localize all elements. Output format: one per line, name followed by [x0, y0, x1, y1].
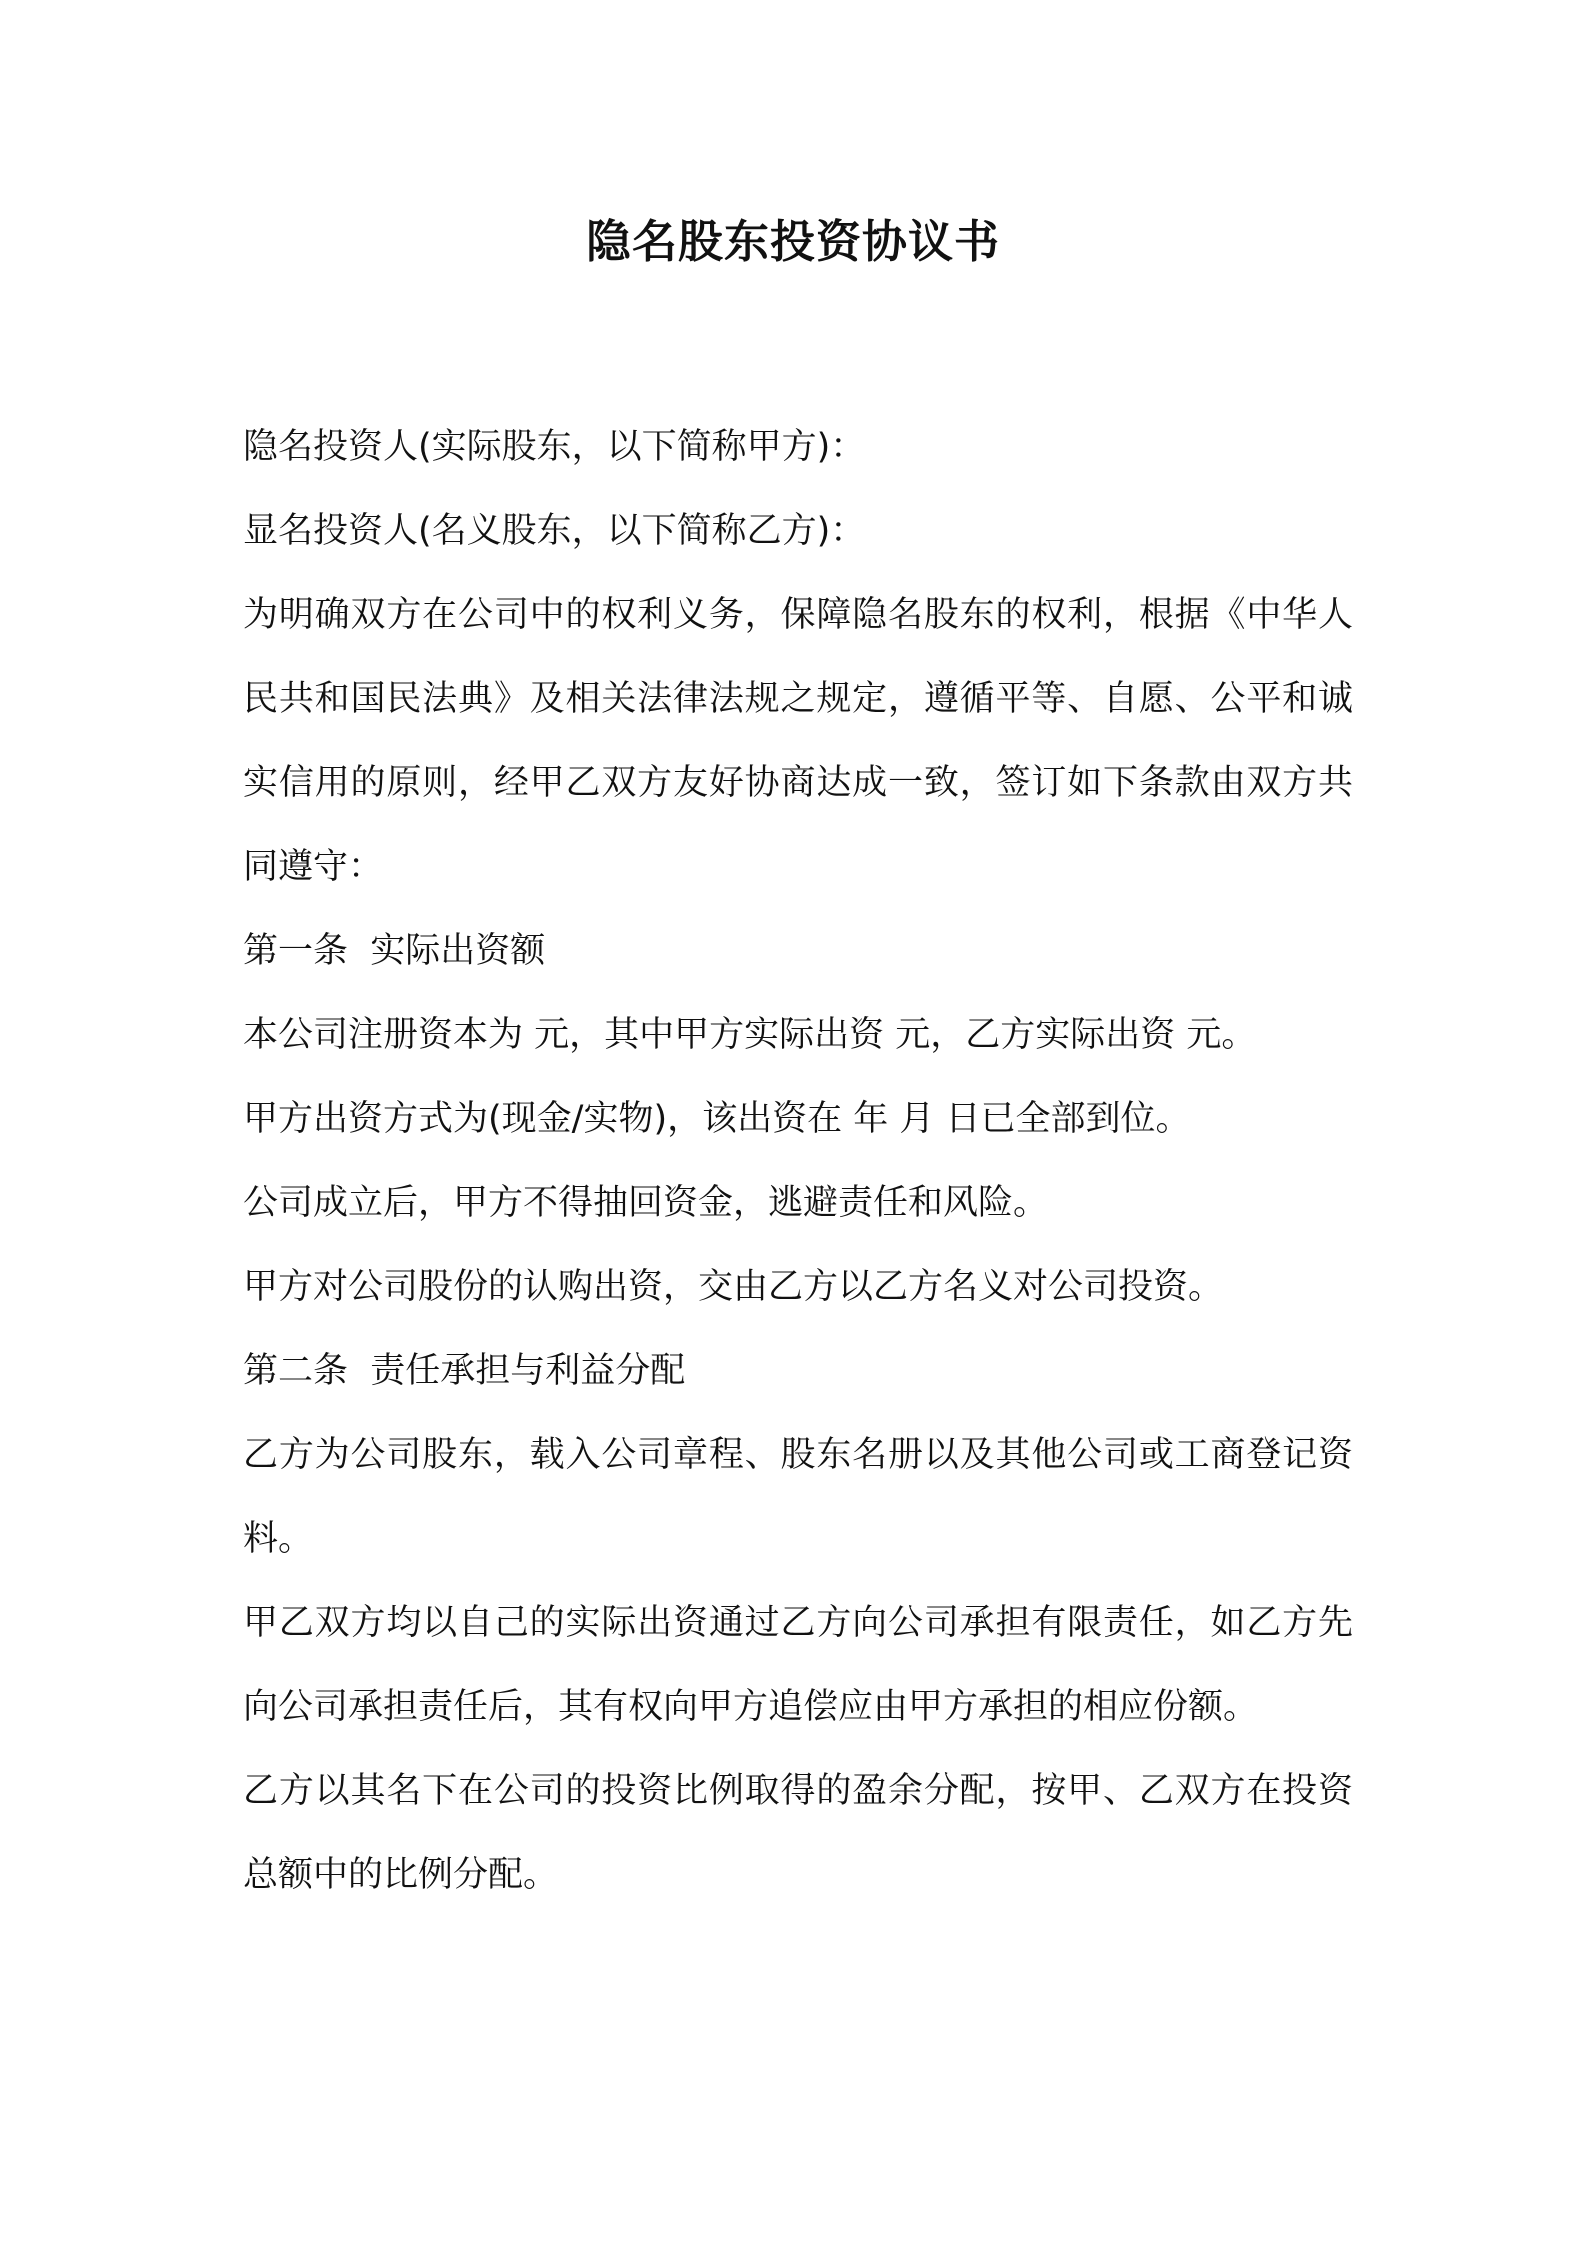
party-b-line: 显名投资人(名义股东，以下简称乙方)：	[243, 511, 866, 551]
article-1-paragraph: 甲方出资方式为(现金/实物)，该出资在 年 月 日已全部到位。	[243, 1099, 1191, 1139]
article-1-heading: 第一条 实际出资额	[243, 931, 546, 971]
document-title: 隐名股东投资协议书	[585, 215, 1000, 268]
article-1-paragraph: 甲方对公司股份的认购出资，交由乙方以乙方名义对公司投资。	[243, 1267, 1224, 1307]
article-2-paragraph: 乙方以其名下在公司的投资比例取得的盈余分配，按甲、乙双方在投资总额中的比例分配。	[243, 1771, 1353, 1895]
article-2-paragraph: 乙方为公司股东，载入公司章程、股东名册以及其他公司或工商登记资料。	[243, 1435, 1353, 1559]
article-1-paragraph: 本公司注册资本为 元，其中甲方实际出资 元，乙方实际出资 元。	[243, 1015, 1257, 1055]
preamble-paragraph: 为明确双方在公司中的权利义务，保障隐名股东的权利，根据《中华人民共和国民法典》及相关法律法规之规定，遵循平等、自愿、公平和诚实信用的原则，经甲乙双方友好协商达成一致，签订如下条款由双方共同遵守：	[243, 595, 1353, 887]
party-a-line: 隐名投资人(实际股东，以下简称甲方)：	[243, 427, 866, 467]
article-2-heading: 第二条 责任承担与利益分配	[243, 1351, 686, 1391]
article-2-paragraph: 甲乙双方均以自己的实际出资通过乙方向公司承担有限责任，如乙方先向公司承担责任后，其有权向甲方追偿应由甲方承担的相应份额。	[243, 1603, 1353, 1727]
document-body	[243, 405, 1353, 1917]
article-1-paragraph: 公司成立后，甲方不得抽回资金，逃避责任和风险。	[243, 1183, 1049, 1223]
